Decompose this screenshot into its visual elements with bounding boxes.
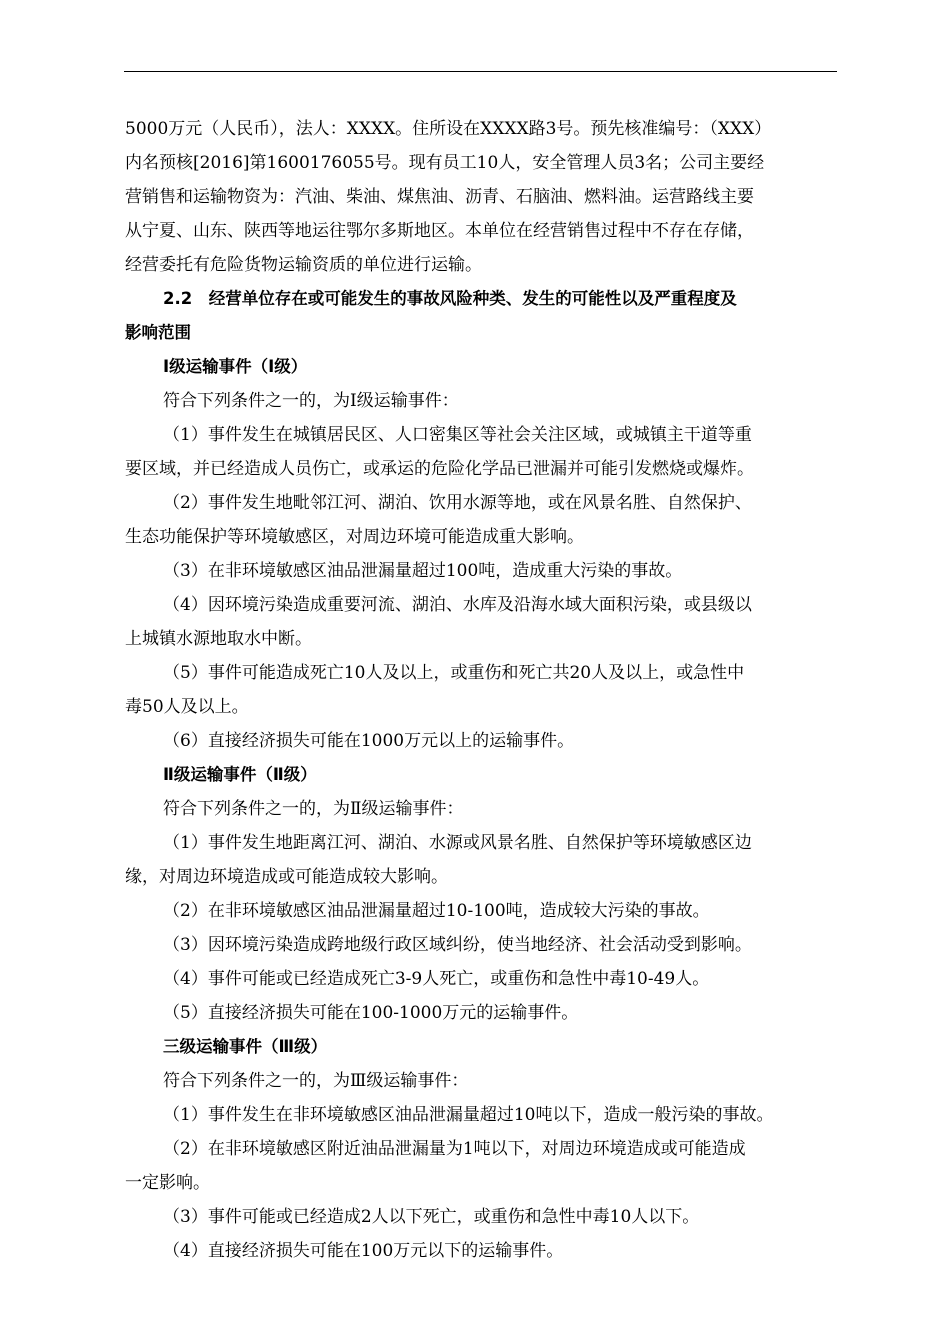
item-line: 要区域，并已经造成人员伤亡，或承运的危险化学品已泄漏并可能引发燃烧或爆炸。 [125, 459, 754, 479]
item-line: （3）事件可能或已经造成2人以下死亡，或重伤和急性中毒10人以下。 [163, 1207, 700, 1227]
item-line: 生态功能保护等环境敏感区，对周边环境可能造成重大影响。 [125, 527, 584, 547]
item-line: （4）事件可能或已经造成死亡3-9人死亡，或重伤和急性中毒10-49人。 [163, 969, 710, 989]
intro-line: 从宁夏、山东、陕西等地运往鄂尔多斯地区。本单位在经营销售过程中不存在存储， [125, 221, 754, 241]
level1-item [125, 724, 837, 758]
level2-item [125, 894, 837, 928]
item-line: 缘，对周边环境造成或可能造成较大影响。 [125, 867, 448, 887]
level2-item [125, 826, 837, 894]
level2-item [125, 928, 837, 962]
item-line: （2）在非环境敏感区附近油品泄漏量为1吨以下，对周边环境造成或可能造成 [163, 1139, 746, 1159]
intro-line: 5000万元（人民币），法人：XXXX。住所设在XXXX路3号。预先核准编号：（XXX） [125, 119, 772, 139]
section-heading-line: 影响范围 [125, 323, 191, 342]
item-line: 上城镇水源地取水中断。 [125, 629, 312, 649]
item-line: （1）事件发生在非环境敏感区油品泄漏量超过10吨以下，造成一般污染的事故。 [163, 1105, 774, 1125]
level2-lead: 符合下列条件之一的，为Ⅱ级运输事件： [163, 799, 464, 819]
level1-item [125, 418, 837, 486]
item-line: （2）在非环境敏感区油品泄漏量超过10-100吨，造成较大污染的事故。 [163, 901, 710, 921]
item-line: （5）直接经济损失可能在100-1000万元的运输事件。 [163, 1003, 579, 1023]
item-line: （6）直接经济损失可能在1000万元以上的运输事件。 [163, 731, 575, 751]
level3-item [125, 1098, 837, 1132]
item-line: （3）因环境污染造成跨地级行政区域纠纷，使当地经济、社会活动受到影响。 [163, 935, 752, 955]
intro-line: 营销售和运输物资为：汽油、柴油、煤焦油、沥青、石脑油、燃料油。运营路线主要 [125, 187, 754, 207]
level1-title: Ⅰ级运输事件（Ⅰ级） [163, 357, 308, 376]
item-line: （4）直接经济损失可能在100万元以下的运输事件。 [163, 1241, 564, 1261]
intro-paragraph [125, 112, 837, 282]
header-rule [124, 71, 837, 72]
level1-lead: 符合下列条件之一的，为Ⅰ级运输事件： [163, 391, 459, 411]
item-line: （1）事件发生地距离江河、湖泊、水源或风景名胜、自然保护等环境敏感区边 [163, 833, 752, 853]
document-body [125, 112, 837, 1268]
item-line: 一定影响。 [125, 1173, 210, 1193]
level2-item [125, 996, 837, 1030]
level3-lead: 符合下列条件之一的，为Ⅲ级运输事件： [163, 1071, 469, 1091]
level1-item [125, 554, 837, 588]
intro-line: 内名预核[2016]第1600176055号。现有员工10人，安全管理人员3名；公司主要经 [125, 153, 765, 173]
level3-title: 三级运输事件（Ⅲ级） [163, 1037, 328, 1056]
level2-title: Ⅱ级运输事件（Ⅱ级） [163, 765, 317, 784]
level1-item [125, 656, 837, 724]
item-line: （4）因环境污染造成重要河流、湖泊、水库及沿海水域大面积污染，或县级以 [163, 595, 752, 615]
level2-item [125, 962, 837, 996]
level1-item [125, 486, 837, 554]
section-heading-line: 2.2 经营单位存在或可能发生的事故风险种类、发生的可能性以及严重程度及 [163, 289, 737, 308]
item-line: 毒50人及以上。 [125, 697, 249, 717]
item-line: （3）在非环境敏感区油品泄漏量超过100吨，造成重大污染的事故。 [163, 561, 683, 581]
item-line: （5）事件可能造成死亡10人及以上，或重伤和死亡共20人及以上，或急性中 [163, 663, 745, 683]
section-heading [125, 282, 837, 350]
level3-item [125, 1234, 837, 1268]
item-line: （1）事件发生在城镇居民区、人口密集区等社会关注区域，或城镇主干道等重 [163, 425, 752, 445]
level1-item [125, 588, 837, 656]
level3-item [125, 1200, 837, 1234]
level3-item [125, 1132, 837, 1200]
intro-line: 经营委托有危险货物运输资质的单位进行运输。 [125, 255, 482, 275]
item-line: （2）事件发生地毗邻江河、湖泊、饮用水源等地，或在风景名胜、自然保护、 [163, 493, 752, 513]
